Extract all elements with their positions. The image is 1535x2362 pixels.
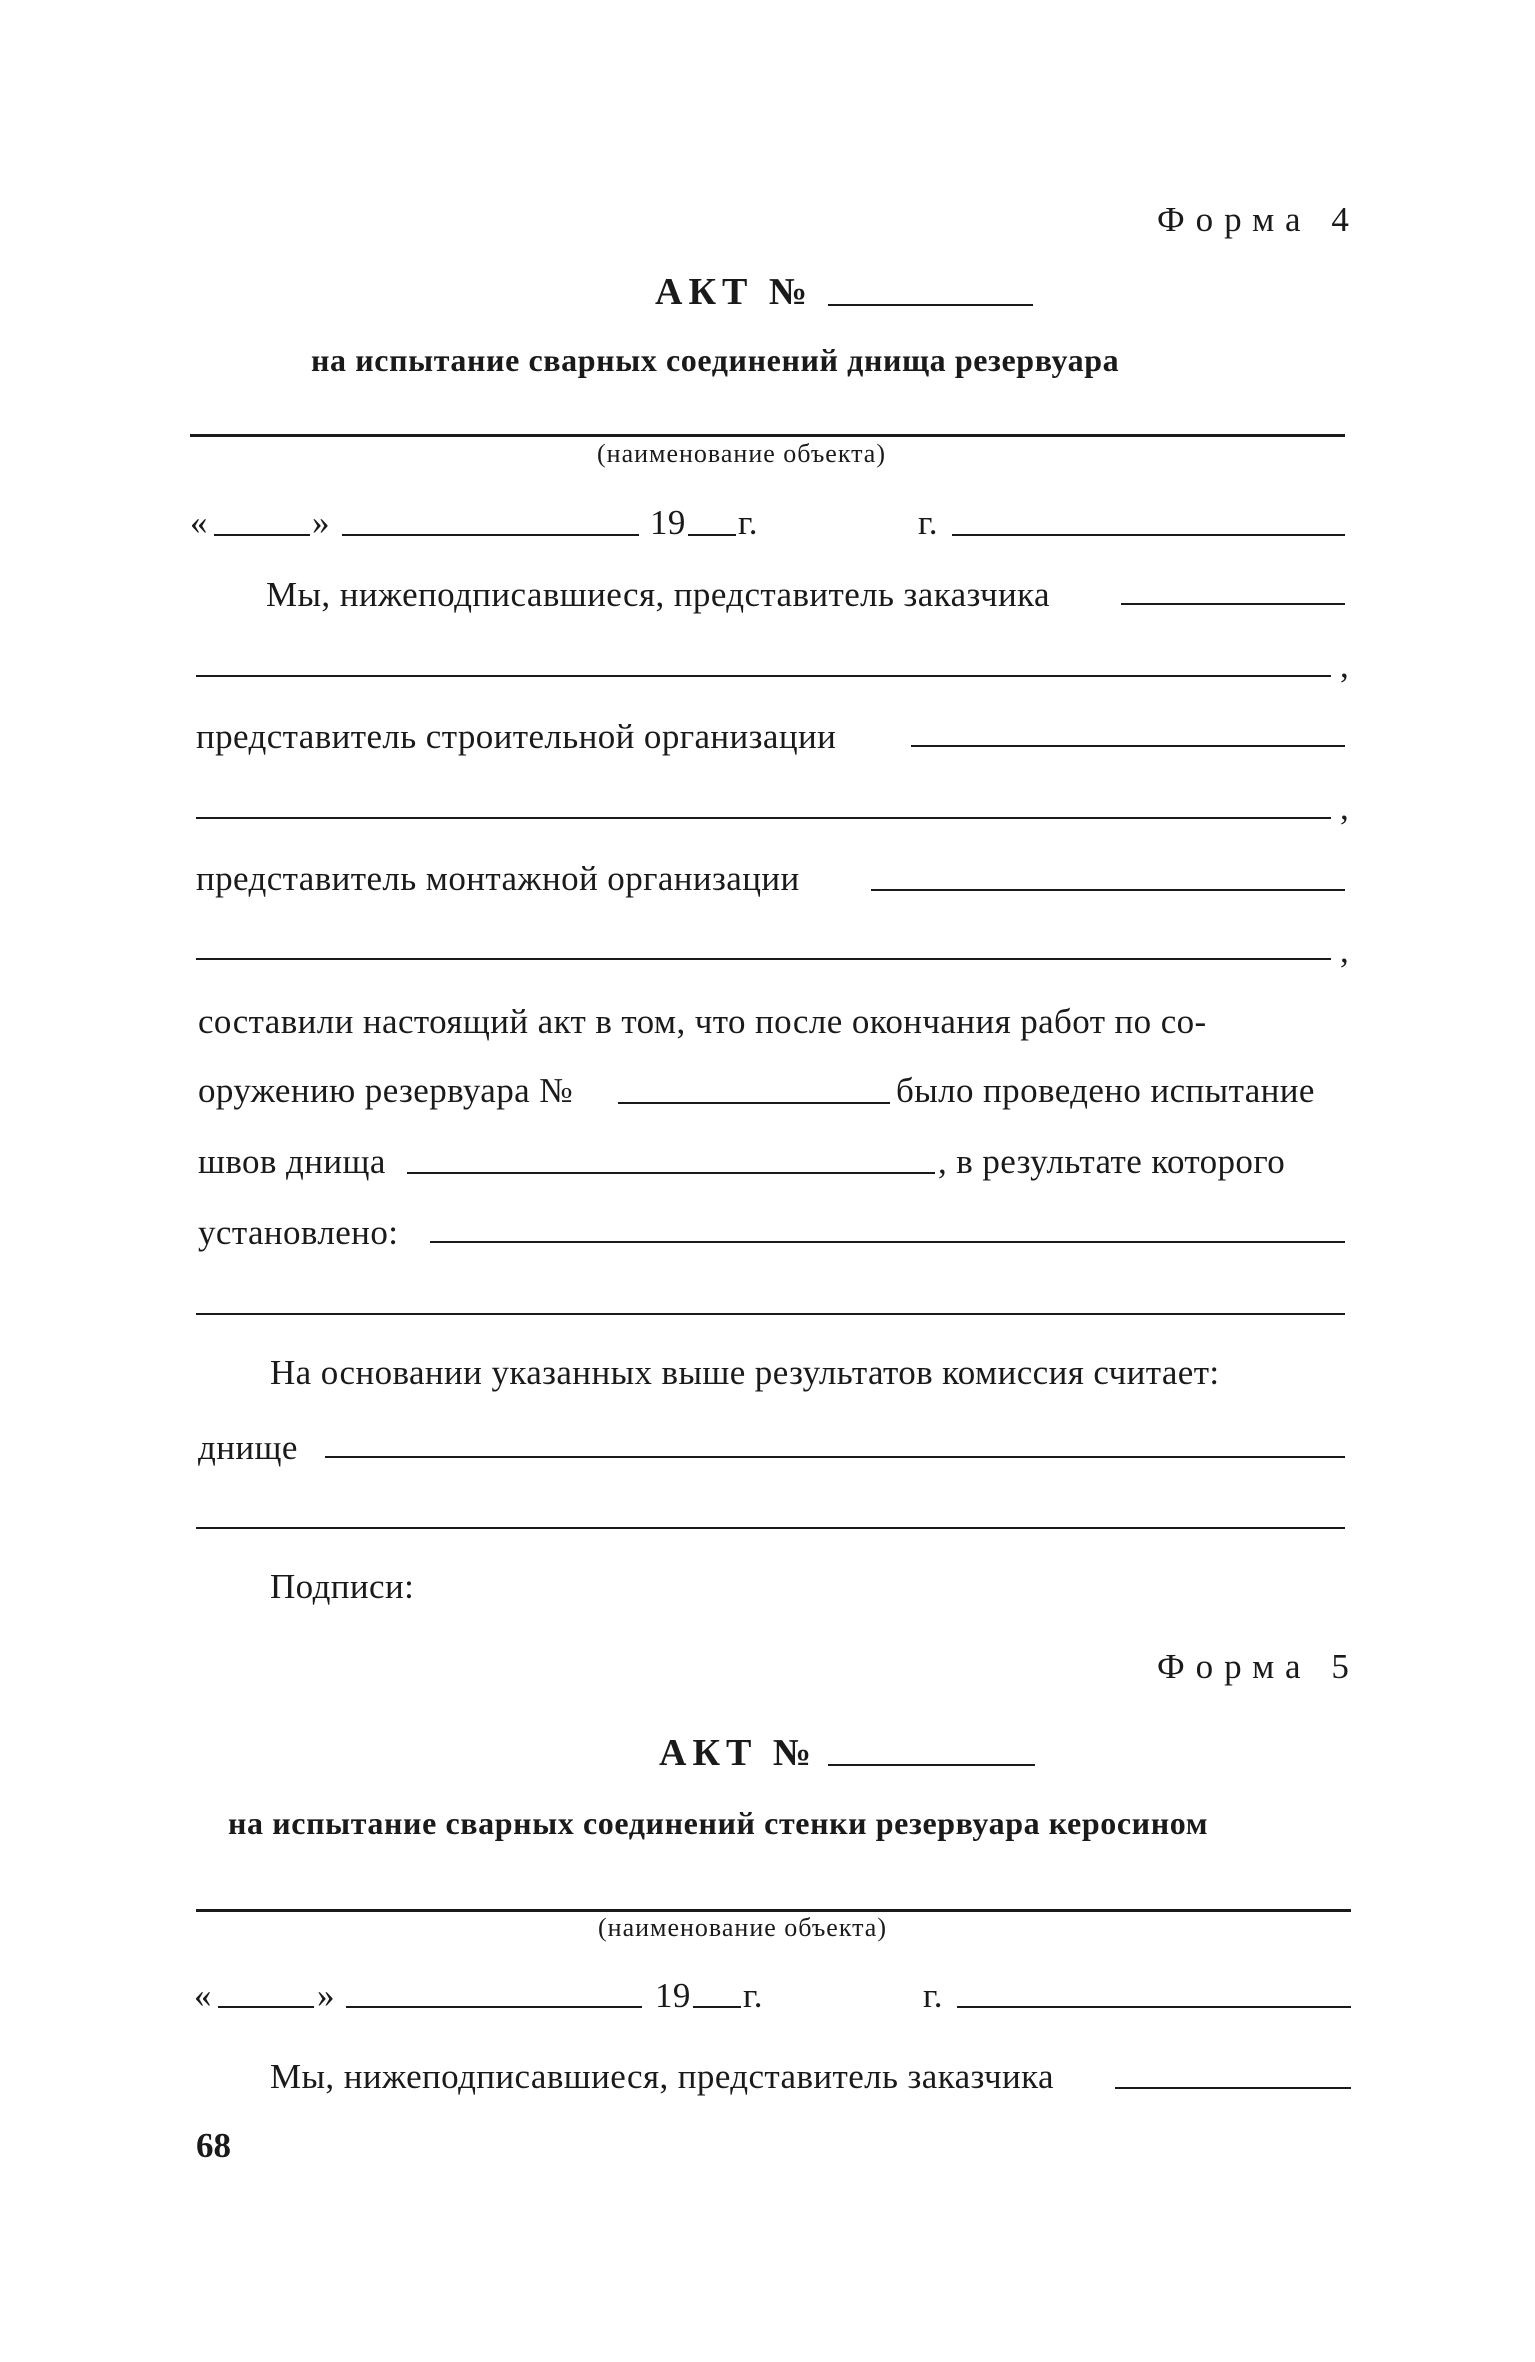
- form4-subtitle: на испытание сварных соединений днища резервуара: [311, 342, 1120, 378]
- form5-year-prefix: 19: [655, 1976, 691, 2015]
- form5-year-suffix: г.: [743, 1976, 763, 2015]
- form4-customer-rep-field-cont[interactable]: [196, 675, 1331, 677]
- form4-bottom-field-cont[interactable]: [196, 1527, 1345, 1529]
- form4-body-line3b: , в результате которого: [938, 1142, 1286, 1181]
- form5-month-field[interactable]: [346, 2006, 642, 2008]
- form4-year-field[interactable]: [688, 534, 736, 536]
- form4-installer-rep-field[interactable]: [871, 889, 1345, 891]
- form4-installer-rep-field-cont[interactable]: [196, 958, 1331, 960]
- form4-established-field[interactable]: [430, 1241, 1345, 1243]
- form4-city-field[interactable]: [952, 534, 1345, 536]
- form4-bottom-field[interactable]: [325, 1456, 1345, 1458]
- form4-comma-2: ,: [1340, 788, 1350, 827]
- form5-subtitle: на испытание сварных соединений стенки резервуара керосином: [228, 1805, 1209, 1841]
- form5-intro-text: Мы, нижеподписавшиеся, представитель заказчика: [270, 2057, 1054, 2096]
- form4-seams-field[interactable]: [407, 1172, 935, 1174]
- form4-year-prefix: 19: [650, 503, 686, 542]
- form4-builder-rep-field[interactable]: [911, 745, 1345, 747]
- form4-date-open-quote: «: [190, 503, 208, 542]
- form5-date-close-quote: »: [317, 1976, 335, 2015]
- form4-body-line1: составили настоящий акт в том, что после окончания работ по со-: [198, 1002, 1207, 1041]
- form5-day-field[interactable]: [218, 2006, 314, 2008]
- page-number: 68: [196, 2126, 231, 2165]
- form5-act-number-field[interactable]: [828, 1764, 1035, 1766]
- form4-basis-text: На основании указанных выше результатов комиссия считает:: [270, 1353, 1220, 1392]
- form4-customer-rep-field[interactable]: [1121, 603, 1345, 605]
- form4-builder-rep-label: представитель строительной организации: [196, 717, 837, 756]
- form4-tank-number-field[interactable]: [618, 1102, 890, 1104]
- form5-act-title: АКТ №: [659, 1732, 818, 1774]
- form4-body-line4: установлено:: [198, 1213, 399, 1252]
- form5-label: Форма 5: [1157, 1647, 1360, 1686]
- form4-object-name-field[interactable]: [190, 434, 1345, 437]
- form5-city-field[interactable]: [957, 2006, 1351, 2008]
- form4-city-prefix: г.: [918, 503, 938, 542]
- form4-intro-text: Мы, нижеподписавшиеся, представитель заказчика: [266, 575, 1050, 614]
- form5-city-prefix: г.: [923, 1976, 943, 2015]
- form4-comma-3: ,: [1340, 931, 1350, 970]
- form4-builder-rep-field-cont[interactable]: [196, 817, 1331, 819]
- form4-day-field[interactable]: [214, 534, 310, 536]
- form4-body-line2a: оружению резервуара №: [198, 1071, 573, 1110]
- form4-year-suffix: г.: [738, 503, 758, 542]
- form5-date-open-quote: «: [194, 1976, 212, 2015]
- form5-object-name-field[interactable]: [196, 1909, 1351, 1912]
- form4-object-caption: (наименование объекта): [597, 439, 887, 468]
- form5-object-caption: (наименование объекта): [598, 1913, 888, 1942]
- form4-act-number-field[interactable]: [828, 304, 1033, 306]
- form4-label: Форма 4: [1157, 200, 1360, 239]
- form4-body-line2b: было проведено испытание: [896, 1071, 1315, 1110]
- form4-date-close-quote: »: [312, 503, 330, 542]
- form4-signatures-label: Подписи:: [270, 1567, 415, 1606]
- form4-installer-rep-label: представитель монтажной организации: [196, 859, 800, 898]
- form4-established-field-cont[interactable]: [196, 1313, 1345, 1315]
- form4-act-title: АКТ №: [655, 271, 814, 313]
- form5-customer-rep-field[interactable]: [1115, 2087, 1351, 2089]
- form4-comma-1: ,: [1340, 646, 1350, 685]
- form4-body-line3a: швов днища: [198, 1142, 386, 1181]
- form5-year-field[interactable]: [693, 2006, 741, 2008]
- form4-month-field[interactable]: [342, 534, 639, 536]
- form4-bottom-label: днище: [198, 1428, 298, 1467]
